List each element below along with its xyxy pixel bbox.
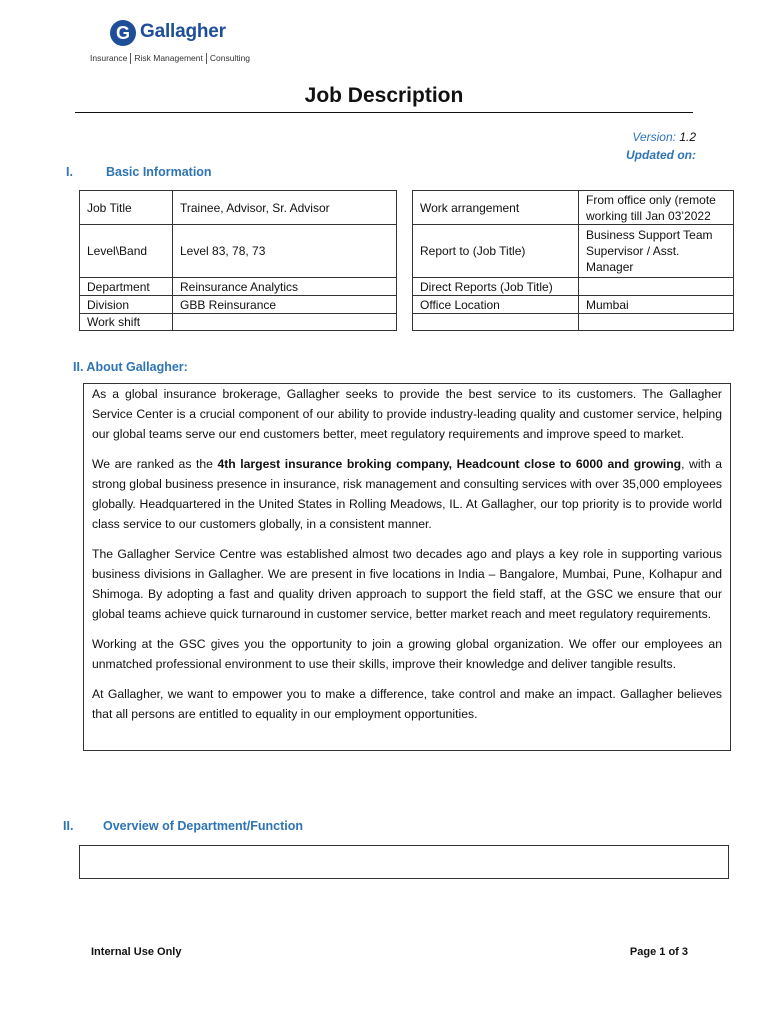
about-paragraph-4: Working at the GSC gives you the opportunity to join a growing global organization. We offer our employees an unmatched professional environment to use their skills, improve their knowledge and deliver tangible results.: [92, 637, 722, 671]
about-paragraph-3: The Gallagher Service Centre was established almost two decades ago and plays a key role in supporting various business divisions in Gallagher. We are present in five locations in India – Bangalore, Mumbai, Pune, Kolhapur and Shimoga. By adopting a fast and quality driven approach to support the field staff, at the GSC we ensure that our global teams achieve quick turnaround in customer service, better market reach and meet regulatory requirements.: [92, 547, 722, 621]
table-row: [80, 191, 397, 225]
logo-name: Gallagher: [140, 21, 226, 42]
version-label: Version:: [632, 130, 676, 144]
overview-title: Overview of Department/Function: [103, 819, 304, 833]
work-arrangement-label: Work arrangement: [413, 191, 579, 225]
tagline-consulting: Consulting: [209, 53, 251, 63]
tagline-insurance: Insurance: [90, 53, 128, 63]
table-row: [413, 278, 734, 296]
basic-info-left-table: [79, 190, 397, 331]
about-p2-intro: We are ranked as the: [92, 457, 218, 471]
about-paragraph-2: [92, 454, 722, 534]
logo-tagline: [90, 53, 250, 64]
level-band-value: Level 83, 78, 73: [173, 225, 397, 278]
work-shift-label: Work shift: [80, 314, 173, 331]
table-row: [80, 278, 397, 296]
tagline-risk-management: Risk Management: [134, 53, 203, 63]
work-arrangement-value: From office only (remote working till Jan 03’2022: [579, 191, 734, 225]
job-title-label: Job Title: [80, 191, 173, 225]
table-row: [413, 191, 734, 225]
division-value: GBB Reinsurance: [173, 296, 397, 314]
table-row: [413, 296, 734, 314]
work-shift-value: [173, 314, 397, 331]
basic-info-heading: [66, 165, 212, 179]
basic-info-right-table: [412, 190, 734, 331]
direct-reports-value: [579, 278, 734, 296]
table-row: [80, 225, 397, 278]
footer-page-number: Page 1 of 3: [629, 946, 688, 958]
updated-line: [626, 148, 696, 162]
department-label: Department: [80, 278, 173, 296]
level-band-label: Level\Band: [80, 225, 173, 278]
job-title-value: Trainee, Advisor, Sr. Advisor: [173, 191, 397, 225]
division-label: Division: [80, 296, 173, 314]
table-row: [80, 296, 397, 314]
overview-number: II.: [63, 819, 74, 833]
table-row: [413, 314, 734, 331]
report-to-value: Business Support Team Supervisor / Asst. Manager: [579, 225, 734, 278]
version-line: [632, 130, 696, 144]
table-row: [413, 225, 734, 278]
version-value: 1.2: [679, 130, 696, 144]
overview-box: [79, 845, 729, 879]
updated-label: Updated on:: [626, 148, 696, 162]
office-location-value: Mumbai: [579, 296, 734, 314]
report-to-label: Report to (Job Title): [413, 225, 579, 278]
about-p2-highlight: 4th largest insurance broking company, Headcount close to 6000 and growing: [217, 457, 682, 471]
table-row: [80, 314, 397, 331]
basic-info-number: I.: [66, 165, 73, 179]
about-paragraph-5: At Gallagher, we want to empower you to make a difference, take control and make an impact. Gallagher believes that all persons are entitled to equality in our employment opportunities.: [92, 687, 722, 721]
overview-heading: [63, 819, 303, 833]
about-gallagher-box: [83, 383, 731, 751]
about-paragraph-1: As a global insurance brokerage, Gallagher seeks to provide the best service to its customers. The Gallagher Service Center is a crucial component of our ability to provide industry-leading quality and customer service, helping our global teams serve our end customers better, meet regulatory requirements and improve speed to market.: [92, 387, 722, 441]
gallagher-logo-icon: G: [110, 20, 136, 46]
about-heading: II. About Gallagher:: [73, 360, 188, 374]
footer-classification: Internal Use Only: [91, 946, 182, 958]
about-p2-rest: , with a strong global business presence in insurance, risk management and consulting services with over 35,000 employees globally. Headquartered in the United States in Rolling Meadows, IL. At Gallagher, our top priority is to provide world class service to our customers globally, in a consistent manner.: [92, 457, 722, 531]
title-divider: [75, 112, 693, 113]
empty-label-cell: [413, 314, 579, 331]
page-title: Job Description: [304, 84, 464, 107]
basic-info-title: Basic Information: [106, 165, 212, 179]
direct-reports-label: Direct Reports (Job Title): [413, 278, 579, 296]
empty-value-cell: [579, 314, 734, 331]
department-value: Reinsurance Analytics: [173, 278, 397, 296]
office-location-label: Office Location: [413, 296, 579, 314]
